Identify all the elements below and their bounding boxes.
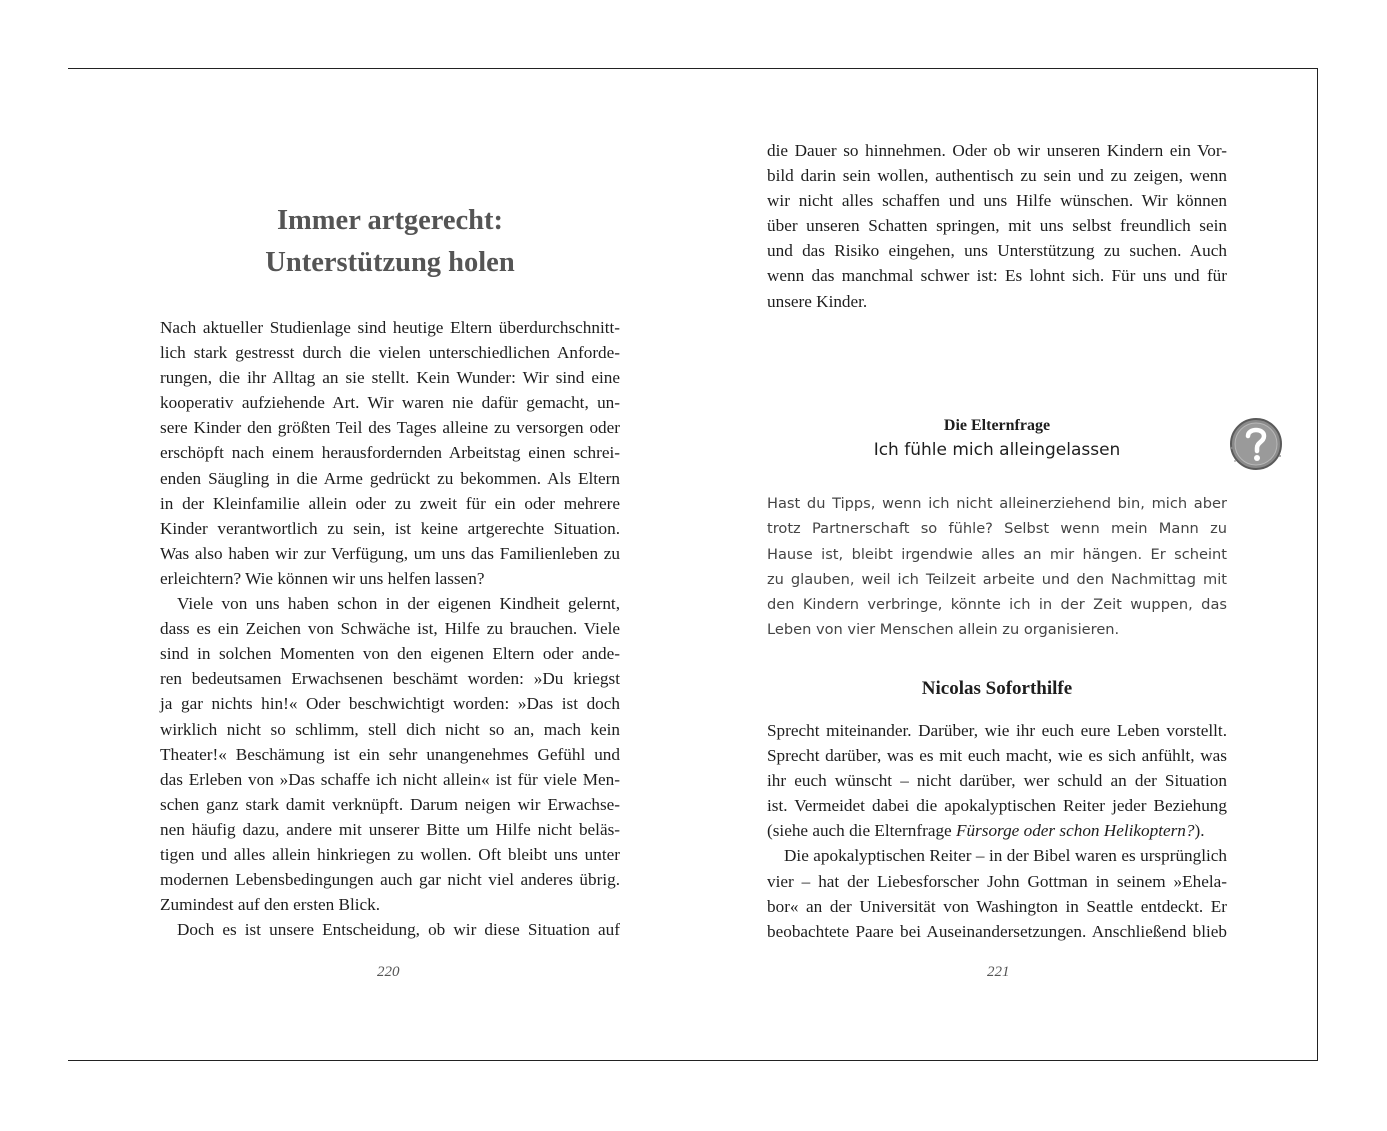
text-line: Theater!« Beschämung ist ein sehr unangenehmes Gefühl und (160, 744, 620, 764)
text-line: unsere Kinder. (767, 291, 868, 311)
page-frame-top-rule (68, 68, 1318, 69)
question-mark-icon (1226, 414, 1286, 474)
text-line: bild darin sein wollen, authentisch zu sein und zu zeigen, wenn (767, 166, 1227, 186)
text-line: trotz Partnerschaft so fühle? Selbst wenn mein Mann zu (767, 520, 1227, 538)
text-line: sere Kinder den größten Teil des Tages alleine zu versorgen oder (160, 418, 620, 438)
text-line: wirklich nicht so schlimm, stell dich nicht so an, mach kein (160, 719, 620, 739)
chapter-title-line: Unterstützung holen (265, 247, 515, 278)
text-line: erleichtern? Wie können wir uns helfen lassen? (160, 568, 485, 588)
elternfrage-title: Ich fühle mich alleingelassen (873, 440, 1121, 460)
text-line: lich stark gestresst durch die vielen unterschiedlichen Anforde- (160, 343, 620, 363)
text-line: tigen und alles allein hinkriegen zu wollen. Oft bleibt uns unter (160, 844, 620, 864)
text-line: Nach aktueller Studienlage sind heutige Eltern überdurchschnitt- (160, 318, 620, 337)
text-line: Was also haben wir zur Verfügung, um uns das Familienleben zu (160, 543, 620, 563)
elternfrage-question (767, 491, 1227, 643)
text-line: kooperativ aufziehende Art. Wir waren nie dafür gemacht, un- (160, 393, 620, 413)
text-line: sind in solchen Momenten von den eigenen Eltern oder ande- (160, 644, 620, 664)
text-line: in der Kleinfamilie allein oder zu zweit für ein oder mehrere (160, 493, 620, 513)
text-line: Viele von uns haben schon in der eigenen Kindheit gelernt, (177, 594, 620, 614)
text-line: das Erleben von »Das schaffe ich nicht allein« ist für viele Men- (160, 769, 620, 789)
page-number-left: 220 (377, 964, 400, 980)
text-line: nen häufig dazu, andere mit unserer Bitte um Hilfe nicht beläs- (160, 819, 620, 839)
text-line: Sprecht darüber, was es mit euch macht, wie es sich anfühlt, was (767, 746, 1227, 766)
text-line: ja gar nichts hin!« Oder beschwichtigt worden: »Das ist doch (160, 694, 620, 714)
text-line: ihr euch wünscht – nicht darüber, wer schuld an der Situation (767, 771, 1227, 791)
right-continued-text (767, 138, 1227, 314)
answer-heading: Nicolas Soforthilfe (921, 678, 1073, 699)
text-line: ren bedeutsamen Erwachsenen beschämt worden: »Du kriegst (160, 669, 620, 689)
text-line: wir nicht alles schaffen und uns Hilfe wünschen. Wir können (767, 191, 1227, 211)
text-line: über unseren Schatten springen, mit uns selbst freundlich sein (767, 216, 1227, 236)
text-line: Kinder verantwortlich zu sein, ist keine artgerechte Situation. (160, 518, 620, 538)
page-frame-bottom-rule (68, 1060, 1318, 1061)
text-line: Die apokalyptischen Reiter – in der Bibel waren es ursprünglich (784, 846, 1227, 866)
chapter-title (160, 200, 620, 284)
text-line: rungen, die ihr Alltag an sie stellt. Kein Wunder: Wir sind eine (160, 368, 620, 388)
text-line: Leben von vier Menschen allein zu organisieren. (767, 621, 1120, 639)
text-line: beobachtete Paare bei Auseinandersetzungen. Anschließend blieb (767, 921, 1227, 941)
text-line: Sprecht miteinander. Darüber, wie ihr euch eure Leben vorstellt. (767, 721, 1227, 740)
text-line: und das Risiko eingehen, uns Unterstützung zu suchen. Auch (767, 241, 1227, 261)
text-line: wenn das manchmal schwer ist: Es lohnt sich. Für uns und für (767, 266, 1227, 286)
text-line: den Kindern verbringe, könnte ich in der Zeit wuppen, das (767, 596, 1227, 614)
text-line: Doch es ist unsere Entscheidung, ob wir diese Situation auf (177, 920, 620, 940)
answer-text (767, 718, 1227, 944)
text-line: schen ganz stark damit verknüpft. Darum neigen wir Erwachse- (160, 794, 620, 814)
text-line: zu glauben, weil ich Teilzeit arbeite und den Nachmittag mit (767, 570, 1227, 588)
chapter-title-line: Immer artgerecht: (276, 205, 504, 236)
text-line: bor« an der Universität von Washington in Seattle entdeckt. Er (767, 896, 1227, 916)
text-line: vier – hat der Liebesforscher John Gottman in seinem »Ehela- (767, 871, 1227, 891)
left-body-text (160, 315, 620, 942)
text-line: Hause ist, bleibt irgendwie alles an mir hängen. Er scheint (767, 545, 1227, 563)
text-line: Hast du Tipps, wenn ich nicht alleinerziehend bin, mich aber (767, 495, 1227, 512)
text-line: enden Säugling in die Arme gedrückt zu bekommen. Als Eltern (160, 468, 620, 488)
page-frame-right-rule (1317, 68, 1318, 1061)
elternfrage-label: Die Elternfrage (943, 417, 1051, 434)
text-line: dass es ein Zeichen von Schwäche ist, Hilfe zu brauchen. Viele (160, 619, 620, 639)
text-line: modernen Lebensbedingungen auch gar nicht viel anderes übrig. (160, 870, 620, 890)
page-number-right: 221 (987, 964, 1010, 980)
text-line: Zumindest auf den ersten Blick. (160, 895, 381, 915)
text-line: erschöpft nach einem herausfordernden Arbeitstag einen schrei- (160, 443, 620, 463)
text-line: die Dauer so hinnehmen. Oder ob wir unseren Kindern ein Vor- (767, 141, 1227, 160)
text-line: ist. Vermeidet dabei die apokalyptischen Reiter jeder Beziehung (767, 796, 1227, 816)
text-line: (siehe auch die Elternfrage Fürsorge oder schon Helikoptern?). (767, 821, 1205, 841)
